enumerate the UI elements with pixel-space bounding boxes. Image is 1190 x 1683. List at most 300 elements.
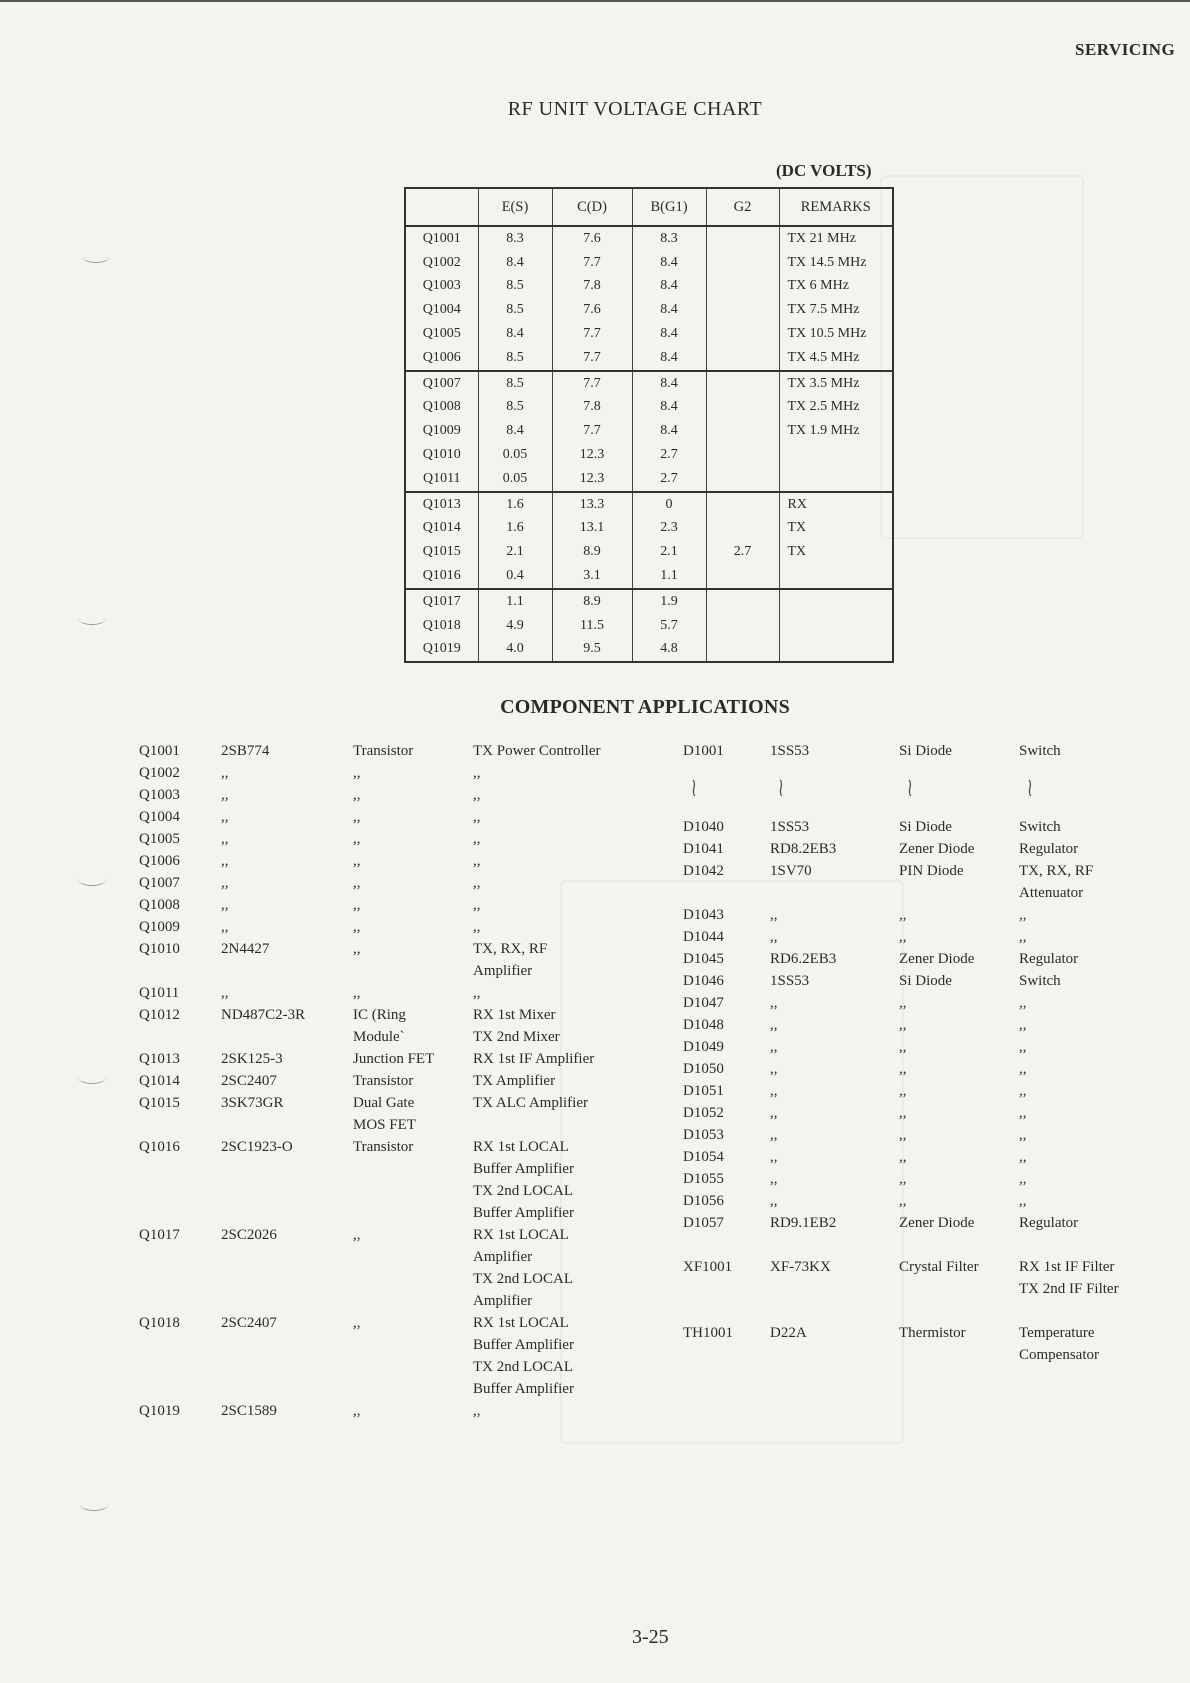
voltage-g2-cell (706, 396, 779, 420)
transistor-id-cell: Q1002 (405, 251, 478, 275)
voltage-es-cell: 1.6 (478, 492, 552, 517)
part-id-text: Q1008 (139, 897, 180, 913)
part-id-text: Q1011 (139, 985, 180, 1001)
remarks-cell: TX 6 MHz (779, 275, 893, 299)
voltage-cd-cell: 3.1 (552, 564, 632, 589)
part-number-text: RD8.2EB3 (770, 841, 837, 857)
part-number-text: 2N4427 (221, 941, 270, 957)
range-squiggle: ≀ (906, 773, 913, 803)
part-id-text: D1043 (683, 907, 724, 923)
remarks-cell: TX 7.5 MHz (779, 298, 893, 322)
part-type-text: Transistor (353, 1073, 414, 1089)
voltage-cd-cell: 8.9 (552, 540, 632, 564)
part-number-text: XF-73KX (770, 1259, 831, 1275)
part-number-text: ,, (770, 995, 778, 1011)
column-header: E(S) (478, 188, 552, 226)
table-row (405, 443, 893, 467)
remarks-cell: TX 3.5 MHz (779, 371, 893, 396)
voltage-es-cell: 4.0 (478, 638, 552, 663)
part-function-text: ,, (1019, 995, 1027, 1011)
remarks-cell: TX 14.5 MHz (779, 251, 893, 275)
voltage-bg1-cell: 8.4 (632, 419, 706, 443)
part-function-text: ,, (473, 985, 481, 1001)
voltage-cd-cell: 13.3 (552, 492, 632, 517)
part-function-text: ,, (1019, 1105, 1027, 1121)
part-number-text: ,, (221, 875, 229, 891)
voltage-g2-cell (706, 589, 779, 614)
part-function-text: Amplifier (473, 1249, 533, 1265)
part-function-text: ,, (473, 1403, 481, 1419)
remarks-cell (779, 638, 893, 663)
part-number-text: ,, (221, 809, 229, 825)
voltage-es-cell: 4.9 (478, 614, 552, 638)
part-id-text: Q1015 (139, 1095, 180, 1111)
part-function-text: Buffer Amplifier (473, 1381, 574, 1397)
part-type-text: ,, (899, 1149, 907, 1165)
part-function-text: RX 1st IF Filter (1019, 1259, 1115, 1275)
voltage-g2-cell (706, 638, 779, 663)
part-type-text: Crystal Filter (899, 1259, 979, 1275)
column-header: C(D) (552, 188, 632, 226)
part-type-text: ,, (353, 765, 361, 781)
transistor-id-cell: Q1008 (405, 396, 478, 420)
voltage-bg1-cell: 2.7 (632, 443, 706, 467)
part-type-text: ,, (899, 1039, 907, 1055)
bleed-through-panel-lower (560, 880, 904, 1444)
table-row (405, 589, 893, 614)
part-id-text: Q1002 (139, 765, 180, 781)
unit-label: (DC VOLTS) (776, 161, 872, 180)
table-row (405, 419, 893, 443)
remarks-cell (779, 614, 893, 638)
table-row (405, 322, 893, 346)
part-function-text: TX 2nd LOCAL (473, 1183, 573, 1199)
table-row (405, 298, 893, 322)
part-function-text: ,, (473, 897, 481, 913)
transistor-id-cell: Q1016 (405, 564, 478, 589)
part-type-text: Zener Diode (899, 1215, 975, 1231)
part-number-text: 3SK73GR (221, 1095, 284, 1111)
part-id-text: Q1007 (139, 875, 180, 891)
transistor-id-cell: Q1010 (405, 443, 478, 467)
column-header: G2 (706, 188, 779, 226)
voltage-g2-cell (706, 419, 779, 443)
part-function-text: ,, (473, 831, 481, 847)
part-number-text: ,, (770, 1105, 778, 1121)
voltage-es-cell: 0.4 (478, 564, 552, 589)
binder-hole-mark (78, 873, 106, 886)
part-number-text: RD9.1EB2 (770, 1215, 837, 1231)
transistor-id-cell: Q1014 (405, 517, 478, 541)
range-squiggle: ≀ (690, 773, 697, 803)
voltage-cd-cell: 12.3 (552, 443, 632, 467)
part-function-text: ,, (1019, 1017, 1027, 1033)
part-function-text: Attenuator (1019, 885, 1084, 901)
voltage-es-cell: 8.5 (478, 275, 552, 299)
binder-hole-mark (78, 1071, 106, 1084)
voltage-es-cell: 2.1 (478, 540, 552, 564)
part-function-text: RX 1st Mixer (473, 1007, 556, 1023)
part-number-text: 2SC2407 (221, 1315, 277, 1331)
part-type-text: ,, (899, 1171, 907, 1187)
part-function-text: RX 1st LOCAL (473, 1315, 569, 1331)
voltage-cd-cell: 7.7 (552, 419, 632, 443)
voltage-bg1-cell: 2.3 (632, 517, 706, 541)
part-function-text: Regulator (1019, 841, 1079, 857)
part-id-text: Q1014 (139, 1073, 180, 1089)
part-id-text: D1040 (683, 819, 724, 835)
part-function-text: TX 2nd LOCAL (473, 1271, 573, 1287)
voltage-cd-cell: 8.9 (552, 589, 632, 614)
transistor-id-cell: Q1015 (405, 540, 478, 564)
part-id-text: D1044 (683, 929, 724, 945)
component-applications-title: COMPONENT APPLICATIONS (500, 696, 790, 718)
part-number-text: ,, (221, 831, 229, 847)
part-type-text: ,, (353, 985, 361, 1001)
part-id-text: Q1017 (139, 1227, 180, 1243)
voltage-cd-cell: 7.8 (552, 396, 632, 420)
part-function-text: Regulator (1019, 951, 1079, 967)
part-type-text: ,, (353, 1315, 361, 1331)
range-squiggle: ≀ (777, 773, 784, 803)
voltage-bg1-cell: 8.4 (632, 275, 706, 299)
top-rule (0, 0, 1190, 2)
part-type-text: ,, (353, 853, 361, 869)
remarks-cell (779, 443, 893, 467)
part-function-text: Amplifier (473, 1293, 533, 1309)
table-row (405, 226, 893, 251)
part-type-text: MOS FET (353, 1117, 416, 1133)
part-function-text: TX, RX, RF (473, 941, 548, 957)
voltage-bg1-cell: 8.4 (632, 371, 706, 396)
part-type-text: ,, (353, 875, 361, 891)
part-function-text: Regulator (1019, 1215, 1079, 1231)
part-type-text: Module` (353, 1029, 405, 1045)
voltage-g2-cell (706, 322, 779, 346)
part-id-text: D1046 (683, 973, 724, 989)
part-id-text: D1001 (683, 743, 724, 759)
range-squiggle: ≀ (1026, 773, 1033, 803)
part-id-text: XF1001 (683, 1259, 733, 1275)
part-type-text: ,, (353, 1403, 361, 1419)
voltage-es-cell: 8.5 (478, 298, 552, 322)
part-function-text: ,, (1019, 1149, 1027, 1165)
voltage-es-cell: 1.1 (478, 589, 552, 614)
part-number-text: ,, (221, 897, 229, 913)
part-type-text: Zener Diode (899, 841, 975, 857)
part-type-text: ,, (899, 929, 907, 945)
part-function-text: ,, (1019, 907, 1027, 923)
part-type-text: ,, (899, 995, 907, 1011)
part-id-text: D1055 (683, 1171, 724, 1187)
page-number: 3-25 (632, 1626, 669, 1648)
transistor-id-cell: Q1009 (405, 419, 478, 443)
bleed-through-panel (880, 175, 1084, 539)
voltage-g2-cell (706, 298, 779, 322)
voltage-bg1-cell: 8.4 (632, 322, 706, 346)
part-number-text: 2SC2026 (221, 1227, 277, 1243)
part-type-text: ,, (353, 897, 361, 913)
voltage-bg1-cell: 1.1 (632, 564, 706, 589)
voltage-es-cell: 0.05 (478, 467, 552, 492)
transistor-id-cell: Q1007 (405, 371, 478, 396)
part-function-text: ,, (1019, 1083, 1027, 1099)
part-id-text: D1054 (683, 1149, 724, 1165)
part-type-text: ,, (899, 1017, 907, 1033)
part-function-text: TX ALC Amplifier (473, 1095, 588, 1111)
part-id-text: D1048 (683, 1017, 724, 1033)
transistor-id-cell: Q1011 (405, 467, 478, 492)
voltage-es-cell: 8.5 (478, 371, 552, 396)
part-number-text: ,, (770, 1127, 778, 1143)
part-number-text: ND487C2-3R (221, 1007, 306, 1023)
part-function-text: Buffer Amplifier (473, 1337, 574, 1353)
voltage-cd-cell: 7.7 (552, 371, 632, 396)
table-row (405, 346, 893, 371)
part-number-text: 2SC1589 (221, 1403, 277, 1419)
table-row (405, 614, 893, 638)
part-number-text: ,, (770, 907, 778, 923)
part-function-text: Amplifier (473, 963, 533, 979)
part-type-text: Junction FET (353, 1051, 435, 1067)
part-function-text: ,, (1019, 1171, 1027, 1187)
part-number-text: ,, (221, 919, 229, 935)
voltage-bg1-cell: 8.4 (632, 346, 706, 371)
part-function-text: TX Amplifier (473, 1073, 556, 1089)
part-type-text: PIN Diode (899, 863, 964, 879)
voltage-bg1-cell: 2.7 (632, 467, 706, 492)
part-id-text: Q1003 (139, 787, 180, 803)
table-row (405, 564, 893, 589)
part-function-text: ,, (1019, 929, 1027, 945)
part-number-text: 2SB774 (221, 743, 270, 759)
part-type-text: ,, (899, 1127, 907, 1143)
part-function-text: TX 2nd LOCAL (473, 1359, 573, 1375)
voltage-cd-cell: 12.3 (552, 467, 632, 492)
table-row (405, 467, 893, 492)
binder-hole-mark (78, 612, 106, 625)
part-type-text: Thermistor (899, 1325, 966, 1341)
voltage-g2-cell (706, 443, 779, 467)
part-number-text: ,, (770, 1061, 778, 1077)
voltage-cd-cell: 11.5 (552, 614, 632, 638)
remarks-cell: TX (779, 540, 893, 564)
part-type-text: Dual Gate (353, 1095, 415, 1111)
part-function-text: RX 1st IF Amplifier (473, 1051, 595, 1067)
part-function-text: ,, (473, 787, 481, 803)
table-row (405, 371, 893, 396)
part-id-text: Q1016 (139, 1139, 180, 1155)
voltage-g2-cell (706, 564, 779, 589)
transistor-id-cell: Q1013 (405, 492, 478, 517)
part-number-text: 2SC2407 (221, 1073, 277, 1089)
voltage-es-cell: 1.6 (478, 517, 552, 541)
part-type-text: ,, (899, 907, 907, 923)
voltage-g2-cell (706, 371, 779, 396)
voltage-g2-cell (706, 251, 779, 275)
part-function-text: Compensator (1019, 1347, 1099, 1363)
part-type-text: IC (Ring (353, 1007, 406, 1023)
voltage-cd-cell: 13.1 (552, 517, 632, 541)
part-number-text: ,, (770, 1039, 778, 1055)
voltage-cd-cell: 7.6 (552, 298, 632, 322)
part-function-text: ,, (1019, 1061, 1027, 1077)
part-function-text: TX Power Controller (473, 743, 601, 759)
voltage-chart-table (404, 187, 894, 663)
part-function-text: RX 1st LOCAL (473, 1139, 569, 1155)
column-header (405, 188, 478, 226)
part-type-text: Transistor (353, 743, 414, 759)
table-row (405, 517, 893, 541)
remarks-cell: TX 21 MHz (779, 226, 893, 251)
part-type-text: ,, (899, 1193, 907, 1209)
part-id-text: D1041 (683, 841, 724, 857)
transistor-id-cell: Q1006 (405, 346, 478, 371)
part-number-text: ,, (770, 929, 778, 945)
part-id-text: D1050 (683, 1061, 724, 1077)
part-number-text: 1SS53 (770, 819, 810, 835)
page-title: RF UNIT VOLTAGE CHART (507, 98, 763, 120)
part-number-text: ,, (770, 1017, 778, 1033)
part-id-text: Q1005 (139, 831, 180, 847)
remarks-cell: TX 4.5 MHz (779, 346, 893, 371)
part-number-text: ,, (221, 787, 229, 803)
remarks-cell (779, 564, 893, 589)
remarks-cell: TX 1.9 MHz (779, 419, 893, 443)
voltage-chart-body (405, 226, 893, 662)
part-id-text: Q1004 (139, 809, 180, 825)
part-id-text: D1047 (683, 995, 724, 1011)
section-header: SERVICING (1075, 40, 1176, 59)
voltage-cd-cell: 7.7 (552, 251, 632, 275)
voltage-g2-cell (706, 226, 779, 251)
binder-hole-mark (80, 1498, 108, 1511)
part-number-text: ,, (770, 1083, 778, 1099)
transistor-id-cell: Q1017 (405, 589, 478, 614)
part-id-text: TH1001 (683, 1325, 733, 1341)
transistor-id-cell: Q1019 (405, 638, 478, 663)
part-function-text: TX, RX, RF (1019, 863, 1094, 879)
part-type-text: Si Diode (899, 743, 952, 759)
part-type-text: ,, (353, 919, 361, 935)
part-id-text: Q1010 (139, 941, 180, 957)
part-function-text: Buffer Amplifier (473, 1205, 574, 1221)
part-function-text: Switch (1019, 973, 1061, 989)
transistor-id-cell: Q1018 (405, 614, 478, 638)
part-id-text: Q1019 (139, 1403, 180, 1419)
part-function-text: ,, (473, 765, 481, 781)
table-row (405, 638, 893, 663)
part-type-text: ,, (353, 941, 361, 957)
part-function-text: RX 1st LOCAL (473, 1227, 569, 1243)
voltage-cd-cell: 7.7 (552, 346, 632, 371)
part-id-text: D1052 (683, 1105, 724, 1121)
table-row (405, 540, 893, 564)
part-id-text: D1053 (683, 1127, 724, 1143)
voltage-bg1-cell: 4.8 (632, 638, 706, 663)
part-type-text: ,, (353, 809, 361, 825)
part-id-text: D1049 (683, 1039, 724, 1055)
part-function-text: ,, (1019, 1039, 1027, 1055)
voltage-g2-cell (706, 614, 779, 638)
table-header-row (405, 188, 893, 226)
part-id-text: Q1018 (139, 1315, 180, 1331)
part-number-text: 2SK125-3 (221, 1051, 283, 1067)
part-number-text: ,, (770, 1171, 778, 1187)
column-header: REMARKS (779, 188, 893, 226)
part-number-text: ,, (221, 853, 229, 869)
voltage-g2-cell: 2.7 (706, 540, 779, 564)
voltage-cd-cell: 7.6 (552, 226, 632, 251)
part-function-text: ,, (1019, 1127, 1027, 1143)
part-number-text: ,, (221, 985, 229, 1001)
part-number-text: 1SV70 (770, 863, 812, 879)
voltage-bg1-cell: 8.4 (632, 396, 706, 420)
transistor-id-cell: Q1003 (405, 275, 478, 299)
part-type-text: Zener Diode (899, 951, 975, 967)
part-id-text: Q1006 (139, 853, 180, 869)
voltage-g2-cell (706, 492, 779, 517)
part-type-text: ,, (353, 1227, 361, 1243)
voltage-cd-cell: 7.8 (552, 275, 632, 299)
voltage-es-cell: 0.05 (478, 443, 552, 467)
remarks-cell: TX 2.5 MHz (779, 396, 893, 420)
voltage-bg1-cell: 0 (632, 492, 706, 517)
part-number-text: ,, (770, 1193, 778, 1209)
voltage-bg1-cell: 5.7 (632, 614, 706, 638)
part-id-text: Q1009 (139, 919, 180, 935)
part-type-text: Si Diode (899, 819, 952, 835)
part-id-text: D1051 (683, 1083, 724, 1099)
part-type-text: ,, (899, 1105, 907, 1121)
voltage-cd-cell: 7.7 (552, 322, 632, 346)
voltage-g2-cell (706, 467, 779, 492)
voltage-es-cell: 8.4 (478, 251, 552, 275)
transistor-id-cell: Q1004 (405, 298, 478, 322)
voltage-bg1-cell: 2.1 (632, 540, 706, 564)
part-id-text: D1057 (683, 1215, 724, 1231)
binder-hole-mark (82, 250, 110, 263)
part-type-text: Si Diode (899, 973, 952, 989)
transistor-id-cell: Q1001 (405, 226, 478, 251)
column-header: B(G1) (632, 188, 706, 226)
part-id-text: Q1013 (139, 1051, 180, 1067)
voltage-bg1-cell: 1.9 (632, 589, 706, 614)
part-id-text: D1045 (683, 951, 724, 967)
part-id-text: D1056 (683, 1193, 724, 1209)
part-type-text: Transistor (353, 1139, 414, 1155)
part-function-text: ,, (473, 919, 481, 935)
table-row (405, 275, 893, 299)
remarks-cell: TX 10.5 MHz (779, 322, 893, 346)
table-row (405, 492, 893, 517)
part-function-text: ,, (1019, 1193, 1027, 1209)
part-function-text: Buffer Amplifier (473, 1161, 574, 1177)
part-id-text: Q1012 (139, 1007, 180, 1023)
part-function-text: TX 2nd IF Filter (1019, 1281, 1119, 1297)
remarks-cell (779, 589, 893, 614)
transistor-id-cell: Q1005 (405, 322, 478, 346)
part-number-text: D22A (770, 1325, 807, 1341)
remarks-cell: RX (779, 492, 893, 517)
part-function-text: Switch (1019, 743, 1061, 759)
voltage-es-cell: 8.4 (478, 322, 552, 346)
part-type-text: ,, (353, 787, 361, 803)
part-number-text: RD6.2EB3 (770, 951, 837, 967)
voltage-es-cell: 8.5 (478, 396, 552, 420)
voltage-es-cell: 8.4 (478, 419, 552, 443)
part-type-text: ,, (899, 1061, 907, 1077)
